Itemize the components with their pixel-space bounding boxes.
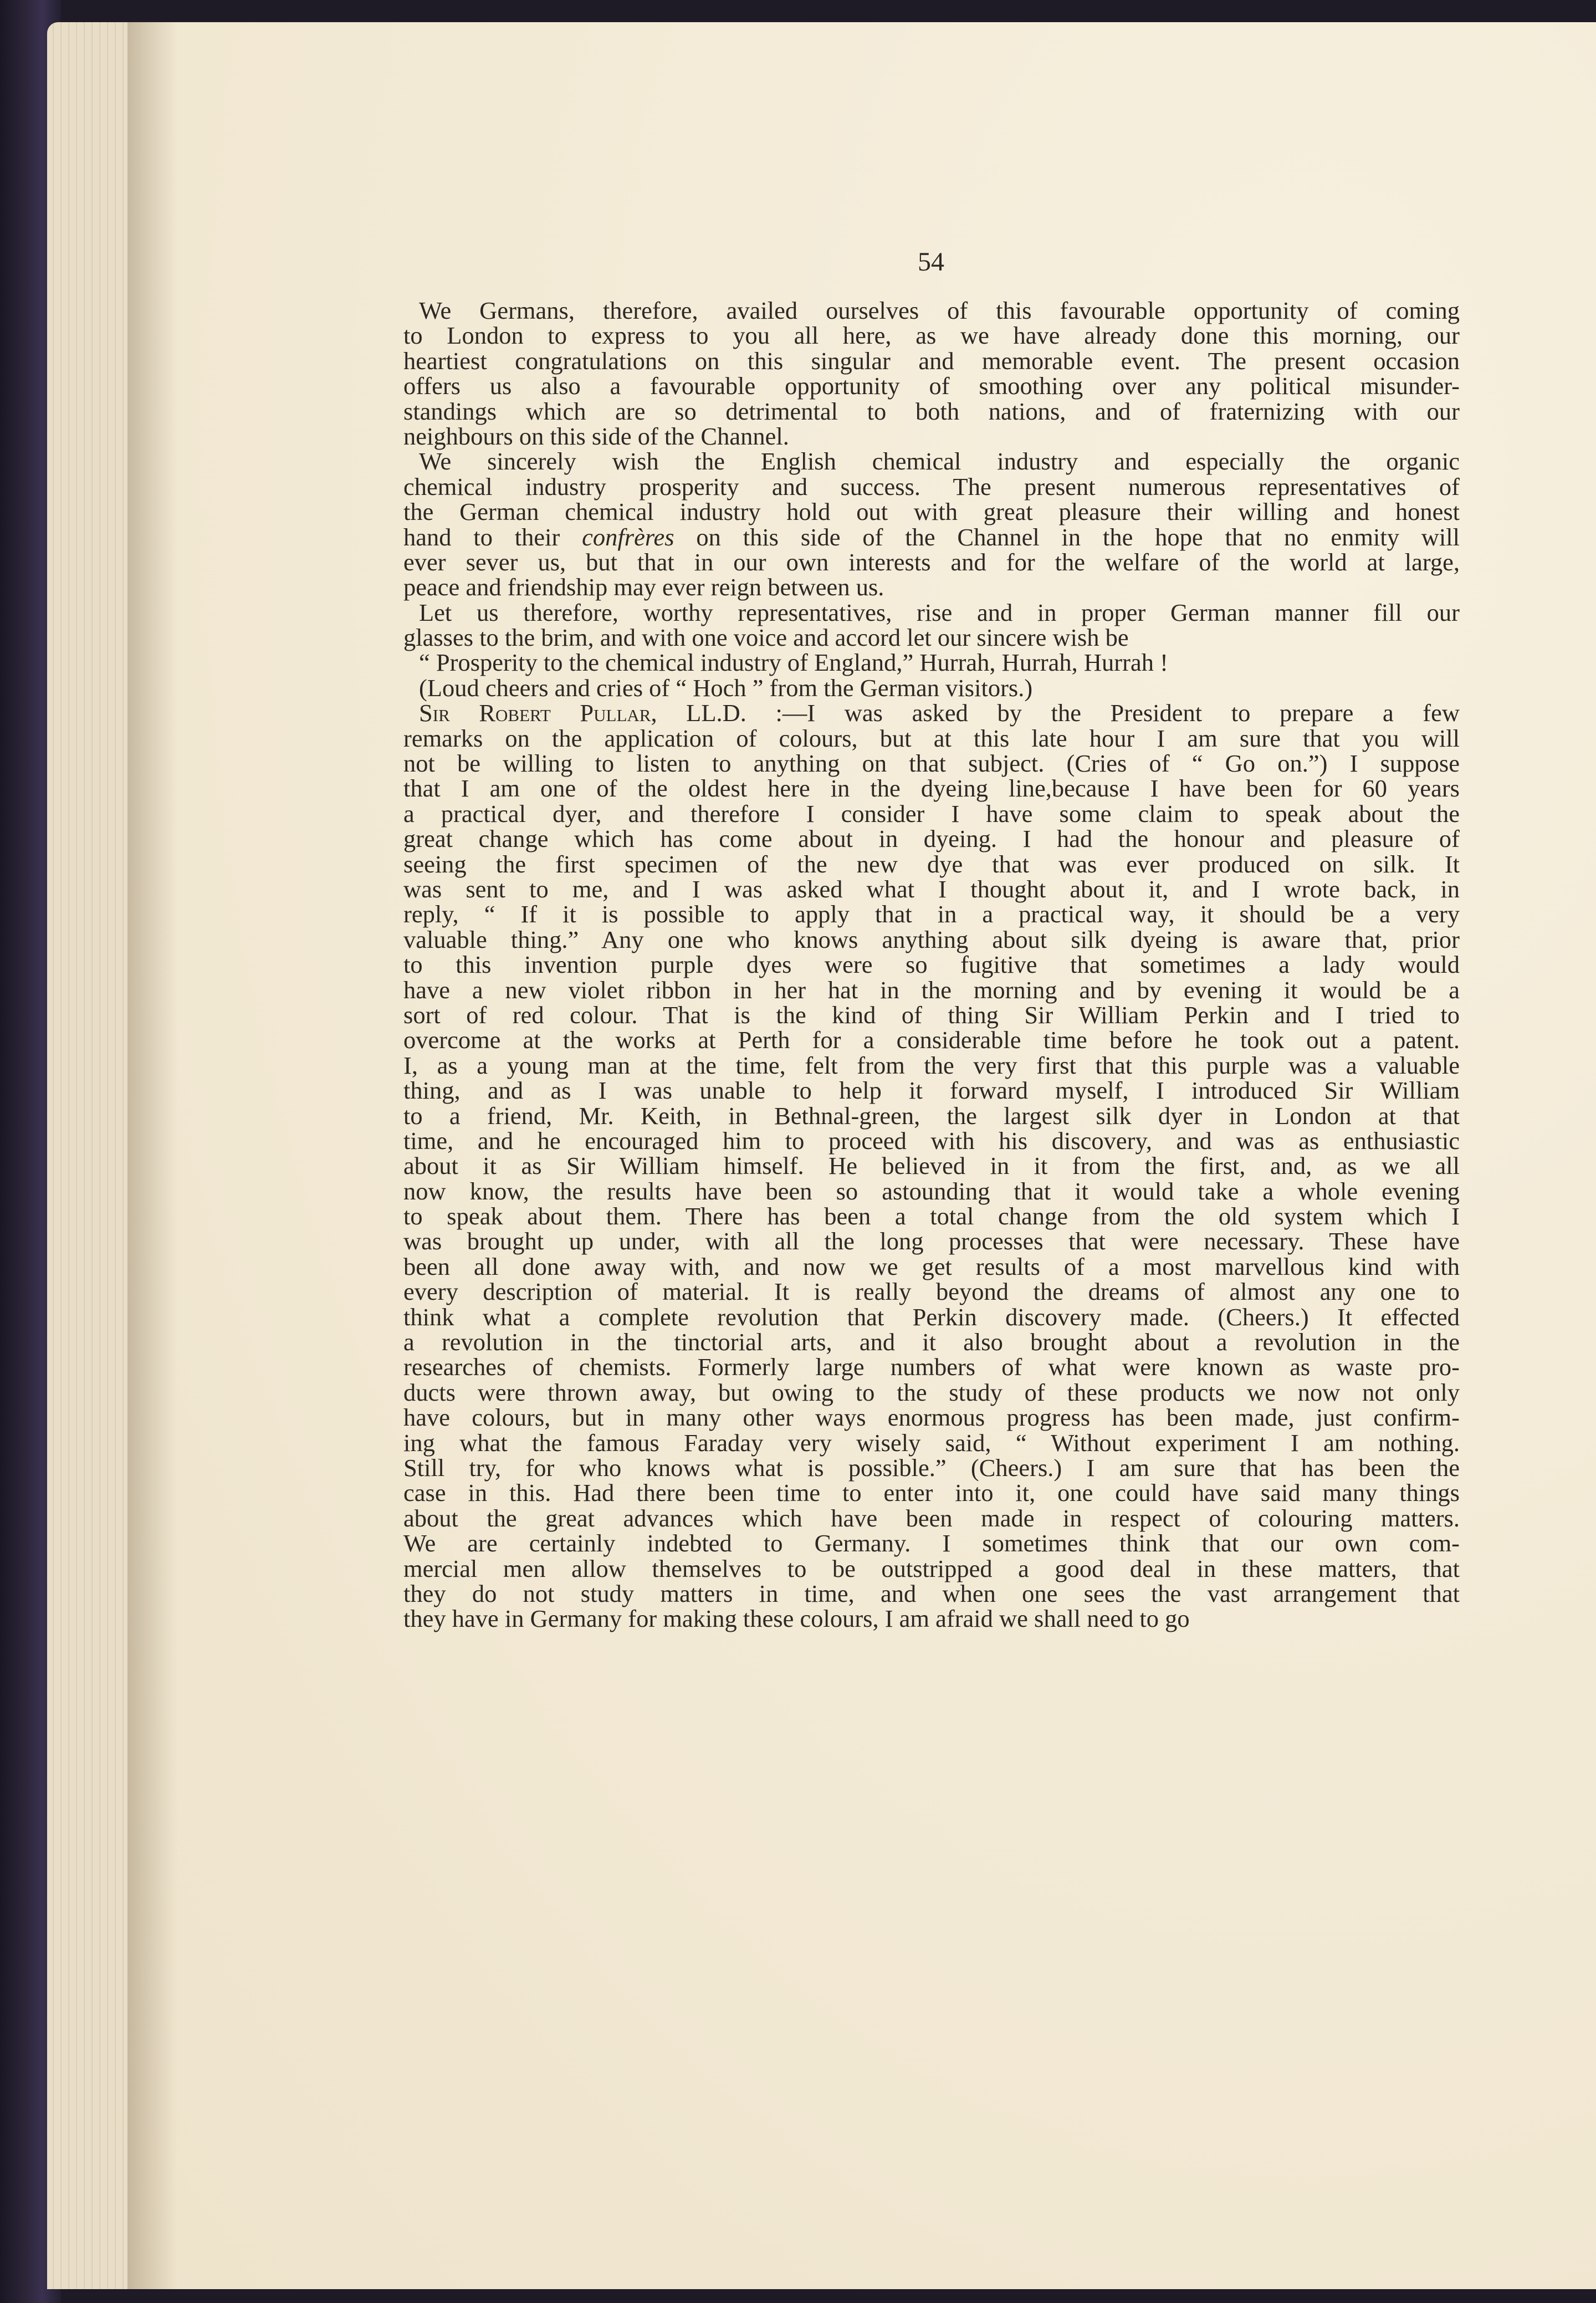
text-line: peace and friendship may ever reign between us. bbox=[403, 573, 884, 601]
text-line: every description of material. It is really beyond the dreams of almost any one to bbox=[403, 1278, 1460, 1306]
text-line: mercial men allow themselves to be outstripped a good deal in these matters, that bbox=[403, 1554, 1460, 1582]
text-line: a practical dyer, and therefore I consider I have some claim to speak about the bbox=[403, 799, 1460, 828]
text-line: glasses to the brim, and with one voice and accord let our sincere wish be bbox=[403, 624, 1129, 652]
text-line: (Loud cheers and cries of “ Hoch ” from the German visitors.) bbox=[419, 673, 1033, 702]
text-line: a revolution in the tinctorial arts, and it also brought about a revolution in the bbox=[403, 1328, 1460, 1356]
text-line: seeing the first specimen of the new dye that was ever produced on silk. It bbox=[403, 850, 1460, 878]
text-line: Sir Robert Pullar, LL.D. :—I was asked by the President to prepare a few bbox=[419, 699, 1460, 727]
text-line: they do not study matters in time, and when one sees the vast arrangement that bbox=[403, 1579, 1460, 1607]
text-line: to this invention purple dyes were so fugitive that sometimes a lady would bbox=[403, 951, 1460, 979]
text-line: think what a complete revolution that Perkin discovery made. (Cheers.) It effected bbox=[403, 1303, 1460, 1331]
text-line: to a friend, Mr. Keith, in Bethnal-green, the largest silk dyer in London at that bbox=[403, 1101, 1460, 1130]
text-line: they have in Germany for making these colours, I am afraid we shall need to go bbox=[403, 1605, 1190, 1633]
text-line: standings which are so detrimental to both nations, and of fraternizing with our bbox=[403, 397, 1460, 425]
text-line: neighbours on this side of the Channel. bbox=[403, 422, 789, 450]
text-line: Still try, for who knows what is possible.” (Cheers.) I am sure that has been the bbox=[403, 1453, 1460, 1482]
text-line: researches of chemists. Formerly large numbers of what were known as waste pro- bbox=[403, 1353, 1460, 1381]
page-number: 54 bbox=[918, 247, 944, 277]
text-line: about it as Sir William himself. He believed in it from the first, and, as we all bbox=[403, 1152, 1460, 1180]
text-line: overcome at the works at Perth for a considerable time before he took out a patent. bbox=[403, 1026, 1460, 1054]
gutter-shadow bbox=[127, 22, 177, 2289]
text-line: Let us therefore, worthy representatives, rise and in proper German manner fill our bbox=[419, 598, 1460, 626]
text-line: to London to express to you all here, as we have already done this morning, our bbox=[403, 321, 1460, 350]
text-line: ing what the famous Faraday very wisely said, “ Without experiment I am nothing. bbox=[403, 1428, 1460, 1457]
body-text bbox=[403, 298, 1460, 1632]
text-line: now know, the results have been so astounding that it would take a whole evening bbox=[403, 1177, 1460, 1205]
text-line: hand to their confrères on this side of the Channel in the hope that no enmity will bbox=[403, 523, 1460, 551]
text-line: have colours, but in many other ways enormous progress has been made, just confirm- bbox=[403, 1403, 1460, 1432]
text-line: time, and he encouraged him to proceed with his discovery, and was as enthusiastic bbox=[403, 1126, 1460, 1155]
text-line: the German chemical industry hold out with great pleasure their willing and honest bbox=[403, 498, 1460, 526]
text-line: to speak about them. There has been a total change from the old system which I bbox=[403, 1202, 1460, 1230]
text-line: remarks on the application of colours, but at this late hour I am sure that you will bbox=[403, 724, 1460, 752]
text-line: offers us also a favourable opportunity of smoothing over any political misunder- bbox=[403, 372, 1460, 400]
text-line: We sincerely wish the English chemical industry and especially the organic bbox=[419, 447, 1460, 476]
text-line: about the great advances which have been made in respect of colouring matters. bbox=[403, 1504, 1460, 1532]
text-line: We Germans, therefore, availed ourselves of this favourable opportunity of coming bbox=[419, 297, 1460, 324]
text-line: that I am one of the oldest here in the dyeing line,because I have been for 60 years bbox=[403, 774, 1460, 803]
text-line: was sent to me, and I was asked what I thought about it, and I wrote back, in bbox=[403, 875, 1460, 903]
text-line: ever sever us, but that in our own interests and for the welfare of the world at large, bbox=[403, 548, 1460, 576]
text-line: not be willing to listen to anything on that subject. (Cries of “ Go on.”) I suppose bbox=[403, 749, 1460, 778]
text-line: was brought up under, with all the long processes that were necessary. These have bbox=[403, 1227, 1460, 1255]
text-line: valuable thing.” Any one who knows anything about silk dyeing is aware that, prior bbox=[403, 925, 1460, 953]
text-line: “ Prosperity to the chemical industry of England,” Hurrah, Hurrah, Hurrah ! bbox=[419, 648, 1168, 677]
text-line: case in this. Had there been time to enter into it, one could have said many things bbox=[403, 1479, 1460, 1507]
speaker-name: Sir Robert Pullar bbox=[419, 699, 651, 727]
text-line: We are certainly indebted to Germany. I sometimes think that our own com- bbox=[403, 1529, 1460, 1558]
text-line: I, as a young man at the time, felt from the very first that this purple was a valuable bbox=[403, 1051, 1460, 1079]
text-line: chemical industry prosperity and success. The present numerous representatives of bbox=[403, 472, 1460, 501]
text-line: reply, “ If it is possible to apply that in a practical way, it should be a very bbox=[403, 900, 1460, 928]
text-line: great change which has come about in dyeing. I had the honour and pleasure of bbox=[403, 825, 1460, 853]
text-line: been all done away with, and now we get results of a most marvellous kind with bbox=[403, 1252, 1460, 1280]
text-line: sort of red colour. That is the kind of thing Sir William Perkin and I tried to bbox=[403, 1000, 1460, 1029]
text-line: have a new violet ribbon in her hat in the morning and by evening it would be a bbox=[403, 976, 1460, 1004]
italic-text: confrères bbox=[582, 523, 674, 551]
text-line: heartiest congratulations on this singular and memorable event. The present occasion bbox=[403, 346, 1460, 375]
text-line: thing, and as I was unable to help it forward myself, I introduced Sir William bbox=[403, 1076, 1460, 1105]
text-line: ducts were thrown away, but owing to the study of these products we now not only bbox=[403, 1378, 1460, 1406]
